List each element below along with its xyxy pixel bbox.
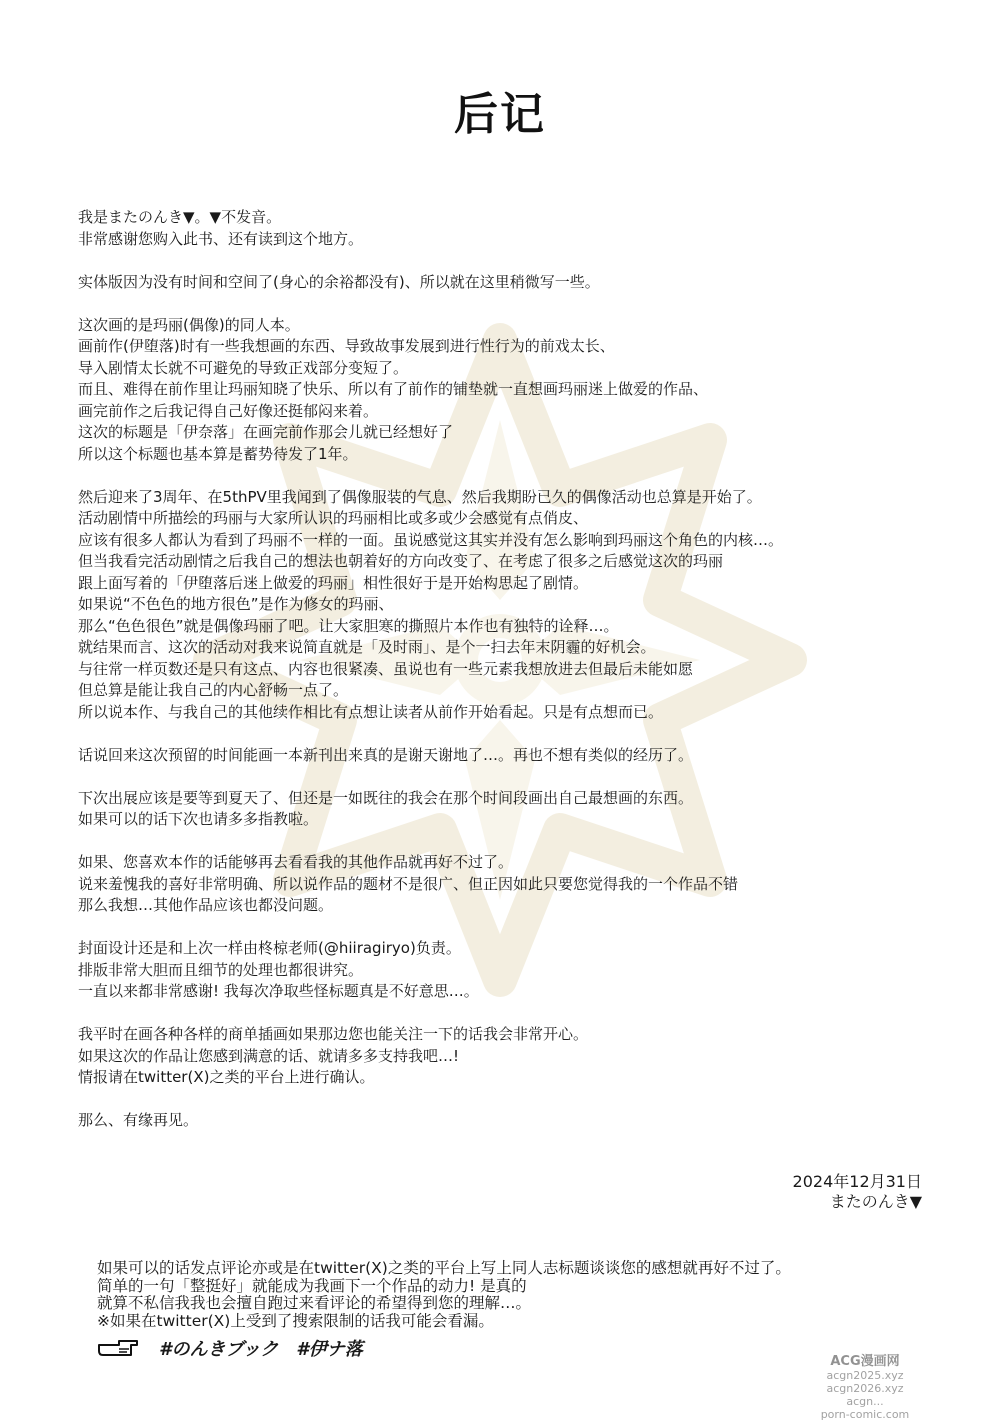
paragraph — [78, 745, 938, 767]
paragraph — [78, 1110, 938, 1132]
text-line: 活动剧情中所描绘的玛丽与大家所认识的玛丽相比或多或少会感觉有点俏皮、 — [78, 509, 589, 527]
watermark-line: acgn2026.xyz — [826, 1382, 904, 1395]
text-line: 所以说本作、与我自己的其他续作相比有点想让读者从前作开始看起。只是有点想而已。 — [78, 702, 664, 721]
paragraph — [78, 207, 938, 250]
paragraph — [78, 852, 938, 917]
paragraph — [78, 272, 938, 294]
text-line: 而且、难得在前作里让玛丽知晓了快乐、所以有了前作的铺垫就一直想画玛丽迷上做爱的作品、 — [78, 380, 709, 398]
paragraph — [78, 788, 938, 831]
paragraph — [78, 938, 938, 1003]
page-title: 后记 — [454, 89, 546, 140]
paragraph — [78, 1024, 938, 1089]
text-line: 这次的标题是「伊奈落」在画完前作那会儿就已经想好了 — [78, 423, 454, 441]
text-line: 下次出展应该是要等到夏天了、但还是一如既往的我会在那个时间段画出自己最想画的东西。 — [78, 788, 694, 807]
text-line: 所以这个标题也基本算是蓄势待发了1年。 — [78, 444, 358, 463]
text-line: 封面设计还是和上次一样由柊椋老师(@hiiragiryo)负责。 — [78, 939, 461, 957]
signature-author: またのんき▼ — [829, 1192, 922, 1211]
text-line: 话说回来这次预留的时间能画一本新刊出来真的是谢天谢地了…。再也不想有类似的经历了。 — [78, 745, 694, 764]
signature-date: 2024年12月31日 — [792, 1172, 922, 1191]
text-line: 实体版因为没有时间和空间了(身心的余裕都没有)、所以就在这里稍微写一些。 — [78, 272, 600, 291]
watermark-line: porn-comic.com — [820, 1408, 910, 1421]
watermark-line: acgn... — [846, 1395, 884, 1408]
paragraph — [78, 487, 938, 724]
text-line: 那么、有缘再见。 — [78, 1111, 199, 1129]
pointing-hand-icon — [97, 1337, 141, 1359]
text-line: 那么“色色很色”就是偶像玛丽了吧。让大家胆寒的撕照片本作也有独特的诠释…。 — [78, 616, 619, 635]
text-line: 就结果而言、这次的活动对我来说简直就是「及时雨」、是个一扫去年末阴霾的好机会。 — [78, 638, 656, 656]
paragraph — [78, 315, 938, 466]
text-line: 画前作(伊堕落)时有一些我想画的东西、导致故事发展到进行性行为的前戏太长、 — [78, 337, 615, 355]
text-line: 跟上面写着的「伊堕落后迷上做爱的玛丽」相性很好于是开始构思起了剧情。 — [78, 573, 589, 592]
text-line: 然后迎来了3周年、在5thPV里我闻到了偶像服装的气息、然后我期盼已久的偶像活动也总算是开始了。 — [78, 487, 762, 506]
text-line: 如果这次的作品让您感到满意的话、就请多多支持我吧…! — [78, 1046, 460, 1065]
text-line: 我平时在画各种各样的商单插画如果那边您也能关注一下的话我会非常开心。 — [78, 1025, 589, 1043]
site-watermark — [800, 1350, 930, 1421]
signature-block — [793, 1172, 922, 1212]
text-line: 排版非常大胆而且细节的处理也都很讲究。 — [78, 960, 364, 979]
text-line: 画完前作之后我记得自己好像还挺郁闷来着。 — [78, 401, 379, 420]
text-line: 导入剧情太长就不可避免的导致正戏部分变短了。 — [78, 358, 409, 377]
text-line: 说来羞愧我的喜好非常明确、所以说作品的题材不是很广、但正因如此只要您觉得我的一个作品不错 — [78, 874, 739, 893]
text-line: 非常感谢您购入此书、还有读到这个地方。 — [78, 229, 364, 248]
text-line: 与往常一样页数还是只有这点、内容也很紧凑、虽说也有一些元素我想放进去但最后未能如愿 — [78, 659, 694, 678]
text-line: 我是またのんき▼。▼不发音。 — [78, 208, 282, 226]
text-line: 但当我看完活动剧情之后我自己的想法也朝着好的方向改变了、在考虑了很多之后感觉这次的玛丽 — [78, 552, 724, 570]
text-line: 一直以来都非常感谢! 我每次净取些怪标题真是不好意思…。 — [78, 982, 479, 1000]
footer-line: ※如果在twitter(X)上受到了搜索限制的话我可能会看漏。 — [97, 1311, 494, 1330]
footer-line: 简单的一句「整挺好」就能成为我画下一个作品的动力! 是真的 — [97, 1276, 527, 1295]
afterword-body — [78, 207, 938, 1153]
hashtag-inaraku: #伊ナ落 — [296, 1339, 363, 1360]
text-line: 如果说“不色色的地方很色”是作为修女的玛丽、 — [78, 595, 394, 613]
footer-line: 如果可以的话发点评论亦或是在twitter(X)之类的平台上写上同人志标题谈谈您的感想就再好不过了。 — [97, 1259, 791, 1277]
watermark-line: acgn2025.xyz — [826, 1369, 904, 1382]
hashtag-nonki-book: #のんきブック — [159, 1339, 279, 1360]
text-line: 这次画的是玛丽(偶像)的同人本。 — [78, 315, 300, 334]
text-line: 如果可以的话下次也请多多指教啦。 — [78, 810, 319, 828]
text-line: 应该有很多人都认为看到了玛丽不一样的一面。虽说感觉这其实并没有怎么影响到玛丽这个角色的内核…。 — [78, 530, 784, 549]
footer-note — [97, 1260, 947, 1330]
hashtag-row — [97, 1335, 363, 1361]
text-line: 情报请在twitter(X)之类的平台上进行确认。 — [78, 1068, 375, 1086]
text-line: 那么我想…其他作品应该也都没问题。 — [78, 896, 334, 914]
footer-line: 就算不私信我我也会擅自跑过来看评论的希望得到您的理解…。 — [97, 1294, 532, 1312]
watermark-line: ACG漫画网 — [830, 1354, 900, 1369]
text-line: 但总算是能让我自己的内心舒畅一点了。 — [78, 681, 349, 699]
text-line: 如果、您喜欢本作的话能够再去看看我的其他作品就再好不过了。 — [78, 853, 514, 871]
